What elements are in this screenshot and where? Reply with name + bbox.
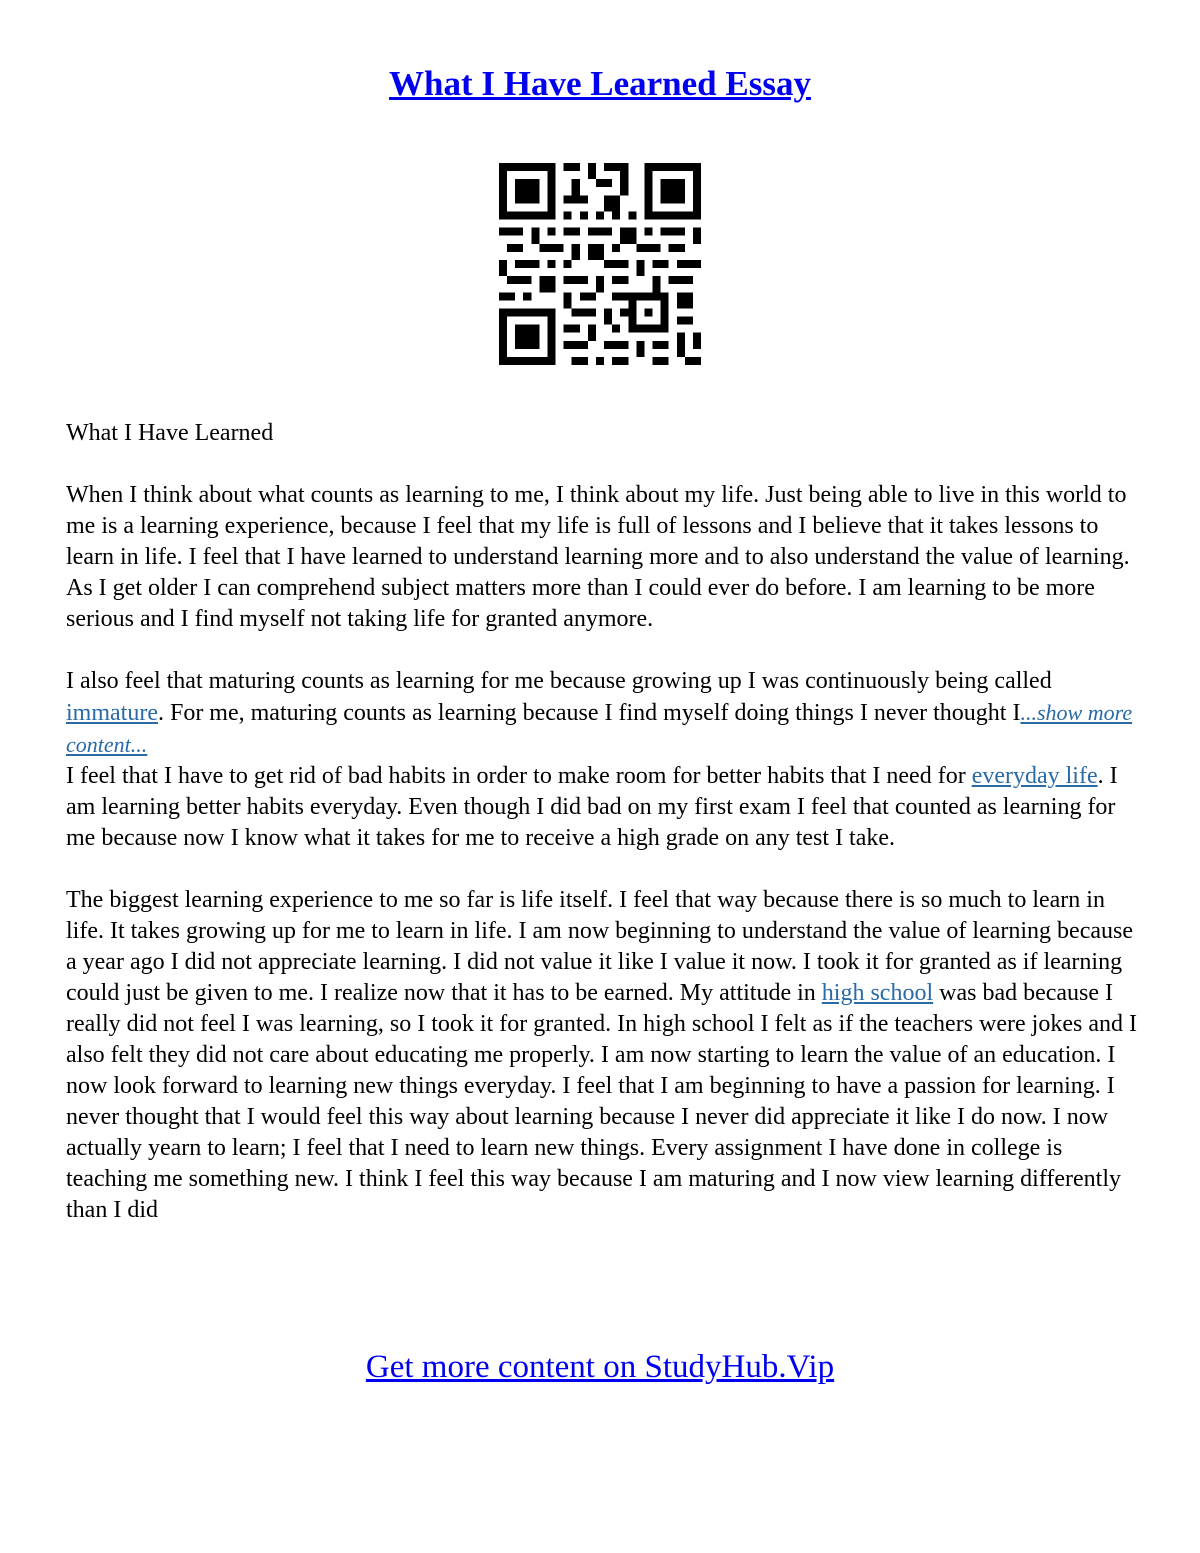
title-link[interactable]: What I Have Learned Essay [389,64,811,103]
paragraph-3-text-b: . I am learning better habits everyday. Even though I did bad on my first exam I feel that counted as learning for me because now I know what it takes for me to receive a high grade on any test I take. [66,763,1118,851]
paragraph-3-text-a: I feel that I have to get rid of bad habits in order to make room for better habits that I need for [66,763,972,789]
high-school-link[interactable]: high school [821,980,934,1006]
paragraph-2 [66,666,1141,761]
paragraph-4-text-b: was bad because I really did not feel I was learning, so I took it for granted. In high school I felt as if the teachers were jokes and I also felt they did not care about educating me properly. I am now starting to learn the value of an education. I now look forward to learning new things everyday. I feel that I am beginning to have a passion for learning. I never thought that I would feel this way about learning because I never did appreciate it like I do now. I now actually yearn to learn; I feel that I need to learn new things. Every assignment I have done in college is teaching me something new. I think I feel this way because I am maturing and I now view learning differently than I did [66,980,1137,1223]
show-more-link[interactable]: ...show more content... [66,700,1133,757]
paragraph-4 [66,885,1141,1226]
essay-heading: What I Have Learned [66,420,274,446]
document-title [0,62,1200,106]
studyhub-link[interactable]: Get more content on StudyHub.Vip [365,1349,835,1385]
paragraph-1: When I think about what counts as learning to me, I think about my life. Just being able to live in this world to me is a learning experience, because I feel that my life is full of lessons and I believe that it takes lessons to learn in life. I feel that I have learned to understand learning more and to also understand the value of learning. As I get older I can comprehend subject matters more than I could ever do before. I am learning to be more serious and I find myself not taking life for granted anymore. [66,482,1130,632]
paragraph-2-text-b: . For me, maturing counts as learning because I find myself doing things I never thought I [157,700,1021,726]
immature-link[interactable]: immature [66,700,158,726]
qr-code-icon[interactable] [499,163,701,365]
paragraph-2-text-a: I also feel that maturing counts as learning for me because growing up I was continuously being called [66,668,1052,694]
paragraph-4-text-a: The biggest learning experience to me so far is life itself. I feel that way because there is so much to learn in life. It takes growing up for me to learn in life. I am now beginning to understand the value of learning because a year ago I did not appreciate learning. I did not value it like I value it now. I took it for granted as if learning could just be given to me. I realize now that it has to be earned. My attitude in [66,887,1134,1006]
paragraph-3 [66,761,1141,854]
essay-body [66,418,1141,1226]
everyday-life-link[interactable]: everyday life [971,763,1098,789]
footer [0,1346,1200,1388]
